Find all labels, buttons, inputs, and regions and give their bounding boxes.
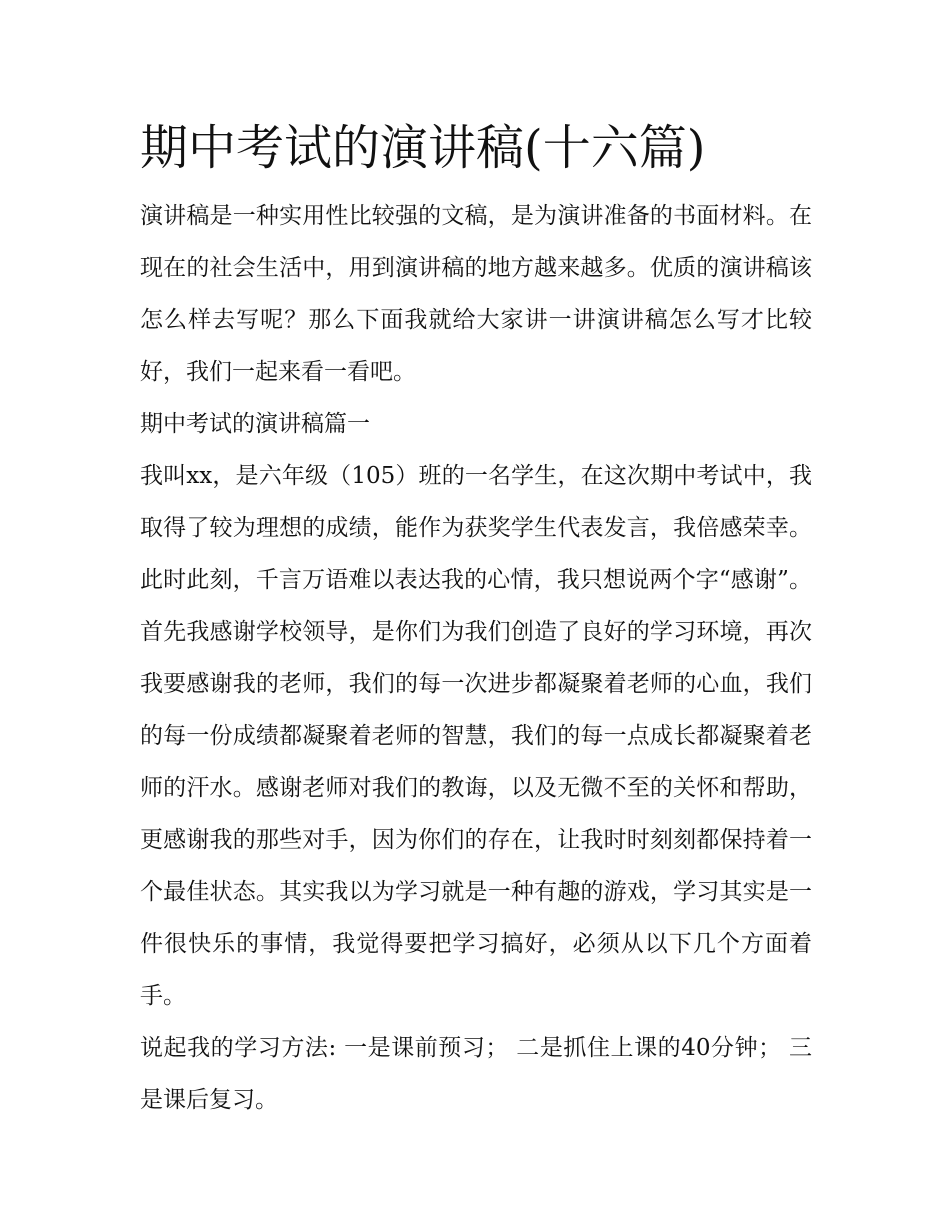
study-method-paragraph: 说起我的学习方法: 一是课前预习； 二是抓住上课的40分钟； 三是课后复习。: [140, 1035, 812, 1113]
intro-paragraph: 演讲稿是一种实用性比较强的文稿，是为演讲准备的书面材料。在现在的社会生活中，用到演讲稿的地方越来越多。优质的演讲稿该怎么样去写呢？那么下面我就给大家讲一讲演讲稿怎么写才比较好，我们一起来看一看吧。: [140, 203, 812, 385]
document-title: 期中考试的演讲稿(十六篇): [140, 120, 706, 176]
document-page: [140, 112, 812, 1126]
speech-paragraph: 我叫xx，是六年级（105）班的一名学生，在这次期中考试中，我取得了较为理想的成绩，能作为获奖学生代表发言，我倍感荣幸。此时此刻，千言万语难以表达我的心情，我只想说两个字“感谢”。首先我感谢学校领导，是你们为我们创造了良好的学习环境，再次我要感谢我的老师，我们的每一次进步都凝聚着老师的心血，我们的每一份成绩都凝聚着老师的智慧，我们的每一点成长都凝聚着老师的汗水。感谢老师对我们的教诲，以及无微不至的关怀和帮助，更感谢我的那些对手，因为你们的存在，让我时时刻刻都保持着一个最佳状态。其实我以为学习就是一种有趣的游戏，学习其实是一件很快乐的事情，我觉得要把学习搞好，必须从以下几个方面着手。: [140, 463, 812, 1009]
section-heading: 期中考试的演讲稿篇一: [140, 411, 370, 437]
document-body: [140, 190, 812, 1126]
